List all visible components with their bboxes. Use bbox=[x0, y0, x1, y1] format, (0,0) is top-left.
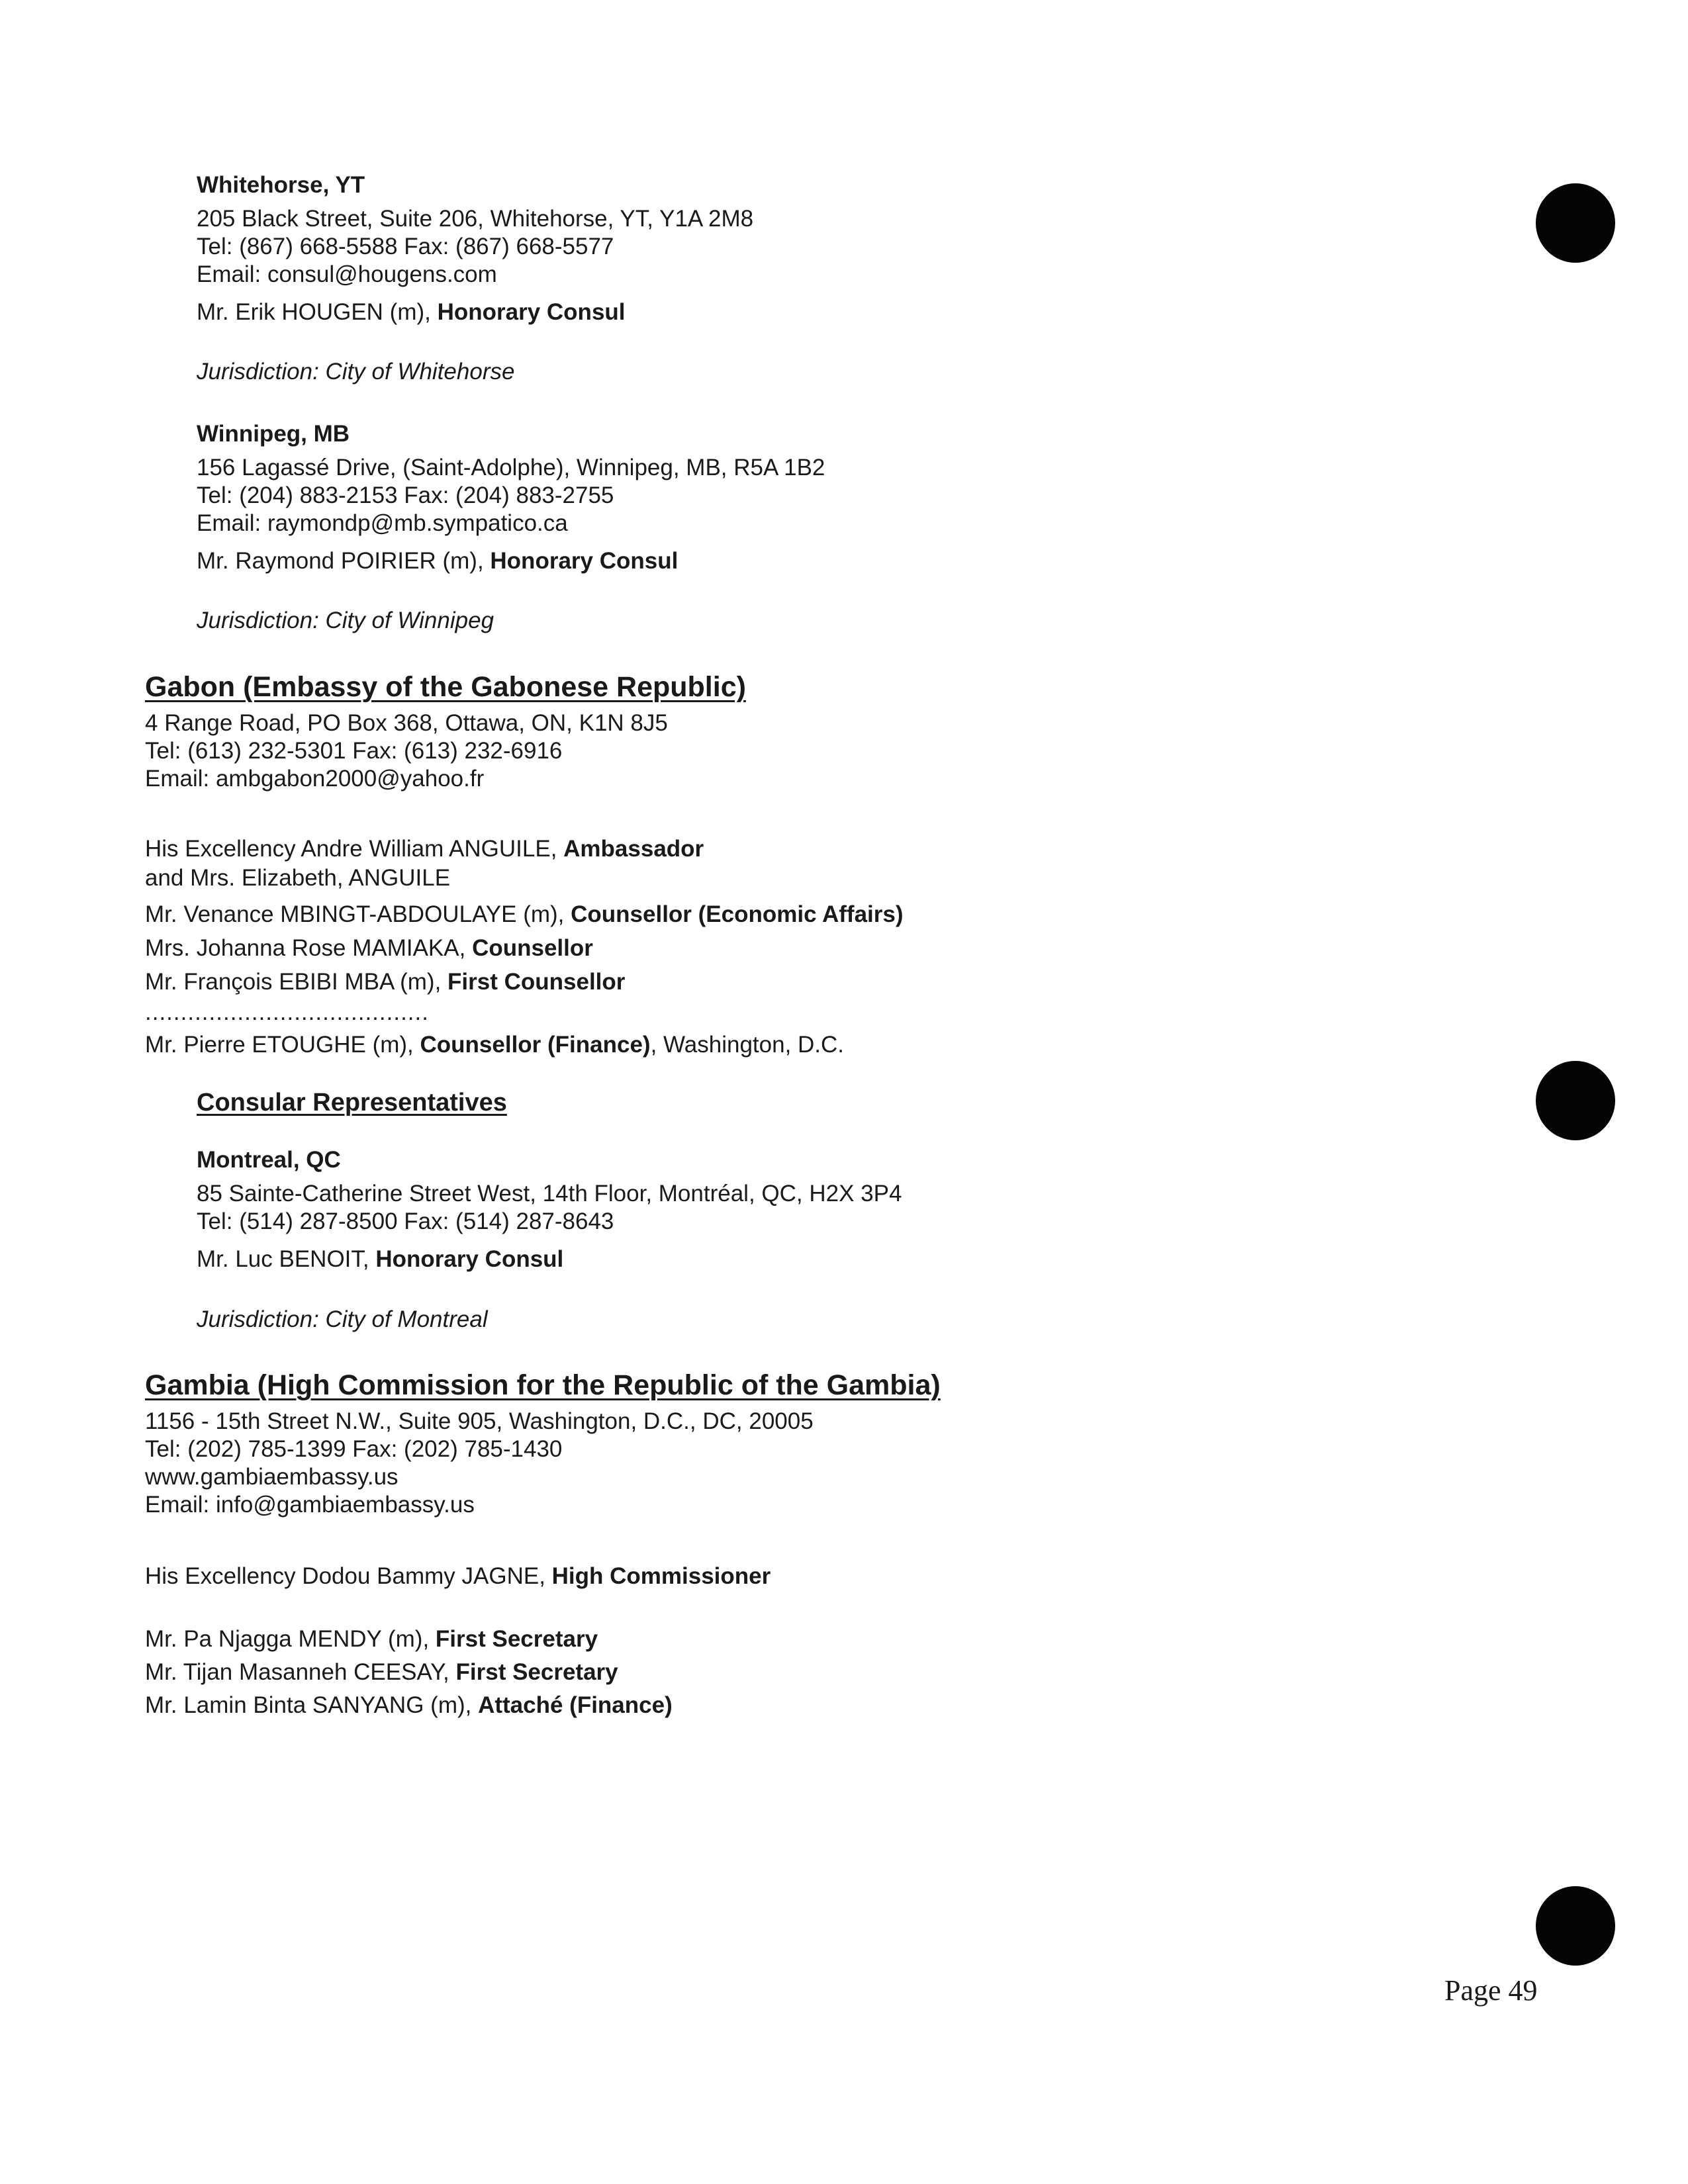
address-gabon: 4 Range Road, PO Box 368, Ottawa, ON, K1N 8J5 bbox=[145, 710, 668, 736]
person-whitehorse bbox=[197, 298, 626, 326]
staff-name: Mr. Pa Njagga MENDY (m), bbox=[145, 1626, 436, 1652]
person-winnipeg bbox=[197, 547, 678, 575]
staff-name: Mrs. Johanna Rose MAMIAKA, bbox=[145, 935, 473, 961]
page-number: Page 49 bbox=[1444, 1974, 1538, 2007]
person-name: Mr. Raymond POIRIER (m), bbox=[197, 548, 491, 574]
person-title: Honorary Consul bbox=[490, 548, 679, 574]
staff-title: Counsellor bbox=[472, 935, 593, 961]
tel-whitehorse: Tel: (867) 668-5588 Fax: (867) 668-5577 bbox=[197, 234, 614, 259]
staff-counsellor bbox=[145, 934, 593, 962]
email-whitehorse: Email: consul@hougens.com bbox=[197, 261, 497, 287]
email-winnipeg: Email: raymondp@mb.sympatico.ca bbox=[197, 510, 568, 536]
staff-title: Attaché (Finance) bbox=[478, 1692, 673, 1718]
city-heading-winnipeg: Winnipeg, MB bbox=[197, 421, 350, 447]
separator-dots: ........................................ bbox=[145, 999, 429, 1025]
staff-name: Mr. Pierre ETOUGHE (m), bbox=[145, 1032, 420, 1058]
staff-name: His Excellency Dodou Bammy JAGNE, bbox=[145, 1563, 552, 1589]
staff-economic-counsellor bbox=[145, 900, 904, 929]
address-whitehorse: 205 Black Street, Suite 206, Whitehorse, YT, Y1A 2M8 bbox=[197, 206, 754, 232]
staff-attache bbox=[145, 1691, 673, 1719]
staff-washington bbox=[145, 1030, 844, 1059]
staff-title: High Commissioner bbox=[551, 1563, 771, 1589]
jurisdiction-montreal: Jurisdiction: City of Montreal bbox=[197, 1306, 488, 1332]
person-name: Mr. Erik HOUGEN (m), bbox=[197, 299, 438, 325]
staff-name: Mr. François EBIBI MBA (m), bbox=[145, 969, 448, 995]
city-heading-montreal: Montreal, QC bbox=[197, 1147, 341, 1173]
jurisdiction-whitehorse: Jurisdiction: City of Whitehorse bbox=[197, 359, 515, 385]
binder-hole-top bbox=[1536, 183, 1615, 263]
person-name: Mr. Luc BENOIT, bbox=[197, 1246, 376, 1272]
jurisdiction-winnipeg: Jurisdiction: City of Winnipeg bbox=[197, 608, 494, 633]
staff-title: First Secretary bbox=[435, 1626, 598, 1652]
staff-spouse bbox=[145, 864, 450, 892]
country-heading-gambia: Gambia (High Commission for the Republic of the Gambia) bbox=[145, 1369, 941, 1401]
consular-representatives-heading: Consular Representatives bbox=[197, 1089, 507, 1116]
tel-winnipeg: Tel: (204) 883-2153 Fax: (204) 883-2755 bbox=[197, 482, 614, 508]
website-gambia: www.gambiaembassy.us bbox=[145, 1464, 399, 1490]
address-winnipeg: 156 Lagassé Drive, (Saint-Adolphe), Winnipeg, MB, R5A 1B2 bbox=[197, 455, 825, 480]
address-gambia: 1156 - 15th Street N.W., Suite 905, Washington, D.C., DC, 20005 bbox=[145, 1408, 814, 1434]
staff-ambassador bbox=[145, 835, 704, 863]
tel-gabon: Tel: (613) 232-5301 Fax: (613) 232-6916 bbox=[145, 738, 563, 764]
staff-name: His Excellency Andre William ANGUILE, bbox=[145, 836, 564, 862]
staff-first-secretary-1 bbox=[145, 1625, 598, 1653]
binder-hole-middle bbox=[1536, 1061, 1615, 1140]
staff-title: Counsellor (Finance) bbox=[420, 1032, 651, 1058]
country-heading-gabon: Gabon (Embassy of the Gabonese Republic) bbox=[145, 671, 746, 703]
staff-name: Mr. Venance MBINGT-ABDOULAYE (m), bbox=[145, 901, 571, 927]
binder-hole-bottom bbox=[1536, 1886, 1615, 1966]
staff-name: and Mrs. Elizabeth, ANGUILE bbox=[145, 865, 451, 891]
staff-high-commissioner bbox=[145, 1562, 771, 1590]
staff-title: First Secretary bbox=[455, 1659, 618, 1685]
email-gambia: Email: info@gambiaembassy.us bbox=[145, 1492, 475, 1518]
person-title: Honorary Consul bbox=[437, 299, 626, 325]
staff-first-secretary-2 bbox=[145, 1658, 618, 1686]
staff-title: Ambassador bbox=[563, 836, 704, 862]
person-montreal bbox=[197, 1245, 563, 1273]
staff-first-counsellor bbox=[145, 968, 625, 996]
city-heading-whitehorse: Whitehorse, YT bbox=[197, 172, 365, 198]
tel-montreal: Tel: (514) 287-8500 Fax: (514) 287-8643 bbox=[197, 1208, 614, 1234]
address-montreal: 85 Sainte-Catherine Street West, 14th Floor, Montréal, QC, H2X 3P4 bbox=[197, 1181, 902, 1206]
staff-title: Counsellor (Economic Affairs) bbox=[571, 901, 904, 927]
person-title: Honorary Consul bbox=[375, 1246, 564, 1272]
staff-name: Mr. Tijan Masanneh CEESAY, bbox=[145, 1659, 456, 1685]
staff-title: First Counsellor bbox=[447, 969, 626, 995]
staff-name: Mr. Lamin Binta SANYANG (m), bbox=[145, 1692, 479, 1718]
staff-suffix: , Washington, D.C. bbox=[650, 1032, 845, 1058]
tel-gambia: Tel: (202) 785-1399 Fax: (202) 785-1430 bbox=[145, 1436, 563, 1462]
email-gabon: Email: ambgabon2000@yahoo.fr bbox=[145, 766, 485, 792]
